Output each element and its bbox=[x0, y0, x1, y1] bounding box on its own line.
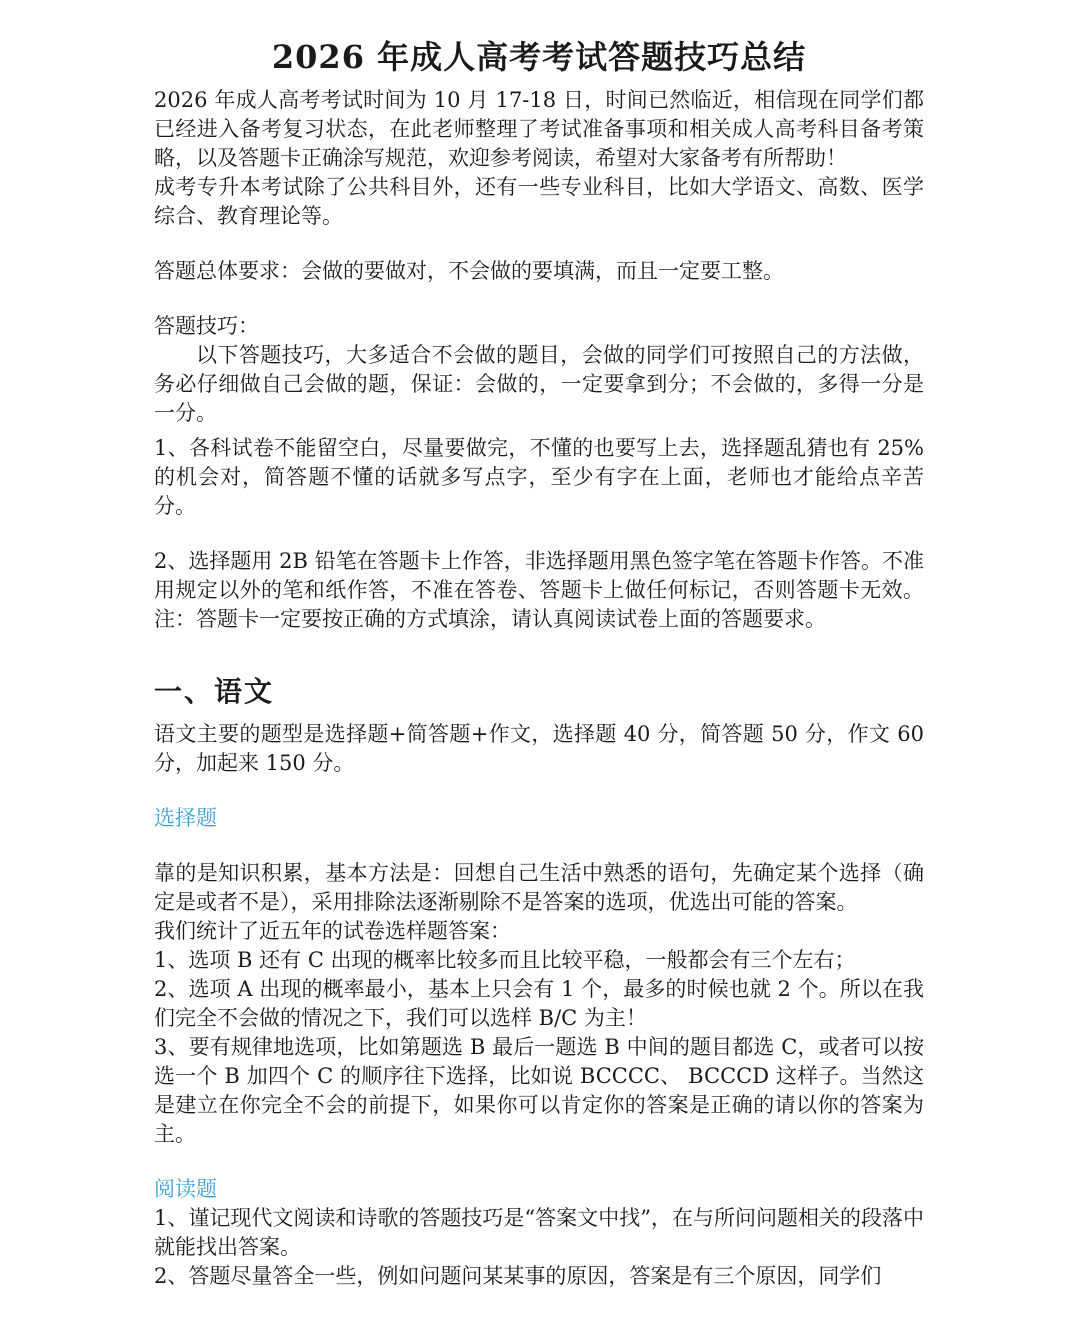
choice-paragraph: 靠的是知识积累，基本方法是：回想自己生活中熟悉的语句，先确定某个选择（确定是或者不是），采用排除法逐渐剔除不是答案的选项，优选出可能的答案。 bbox=[154, 861, 924, 914]
reading-paragraph: 2、答题尽量答全一些，例如问题问某某事的原因，答案是有三个原因，同学们 bbox=[154, 1264, 882, 1288]
document-title: 2026 年成人高考考试答题技巧总结 bbox=[271, 38, 807, 76]
tip-item: 2、选择题用 2B 铅笔在答题卡上作答，非选择题用黑色签字笔在答题卡作答。不准用规定以外的笔和纸作答，不准在答卷、答题卡上做任何标记，否则答题卡无效。注：答题卡一定要按正确的方式填涂，请认真阅读试卷上面的答题要求。 bbox=[154, 549, 924, 631]
intro-paragraph: 2026 年成人高考考试时间为 10 月 17-18 日，时间已然临近，相信现在同学们都已经进入备考复习状态，在此老师整理了考试准备事项和相关成人高考科目备考策略，以及答题卡正确涂写规范，欢迎参考阅读，希望对大家备考有所帮助！ bbox=[154, 88, 924, 170]
section-heading: 一、语文 bbox=[154, 675, 275, 708]
choice-paragraph: 我们统计了近五年的试卷选样题答案： bbox=[154, 919, 511, 943]
subheading-reading: 阅读题 bbox=[154, 1177, 217, 1201]
tips-heading: 答题技巧： bbox=[154, 314, 259, 338]
choice-paragraph: 3、要有规律地选项，比如第题选 B 最后一题选 B 中间的题目都选 C，或者可以按选一个 B 加四个 C 的顺序往下选择，比如说 BCCCC、 BCCCD 这样子。当然这是建立在你完全不会的前提下，如果你可以肯定你的答案是正确的请以你的答案为主。 bbox=[154, 1035, 924, 1146]
tips-intro: 以下答题技巧，大多适合不会做的题目，会做的同学们可按照自己的方法做，务必仔细做自己会做的题，保证：会做的，一定要拿到分；不会做的，多得一分是一分。 bbox=[154, 343, 924, 425]
document-page bbox=[154, 36, 924, 1291]
tip-item: 1、各科试卷不能留空白，尽量要做完，不懂的也要写上去，选择题乱猜也有 25%的机会对，简答题不懂的话就多写点字，至少有字在上面，老师也才能给点辛苦分。 bbox=[154, 436, 924, 518]
section-intro: 语文主要的题型是选择题+简答题+作文，选择题 40 分，简答题 50 分，作文 60 分，加起来 150 分。 bbox=[154, 722, 924, 775]
reading-paragraph: 1、谨记现代文阅读和诗歌的答题技巧是“答案文中找”，在与所问问题相关的段落中就能找出答案。 bbox=[154, 1206, 924, 1259]
intro-paragraph: 成考专升本考试除了公共科目外，还有一些专业科目，比如大学语文、高数、医学综合、教育理论等。 bbox=[154, 175, 924, 228]
choice-paragraph: 1、选项 B 还有 C 出现的概率比较多而且比较平稳，一般都会有三个左右； bbox=[154, 948, 856, 972]
choice-paragraph: 2、选项 A 出现的概率最小，基本上只会有 1 个，最多的时候也就 2 个。所以在我们完全不会做的情况之下，我们可以选样 B/C 为主！ bbox=[154, 977, 924, 1030]
general-requirement: 答题总体要求：会做的要做对，不会做的要填满，而且一定要工整。 bbox=[154, 259, 784, 283]
subheading-choice: 选择题 bbox=[154, 806, 217, 830]
